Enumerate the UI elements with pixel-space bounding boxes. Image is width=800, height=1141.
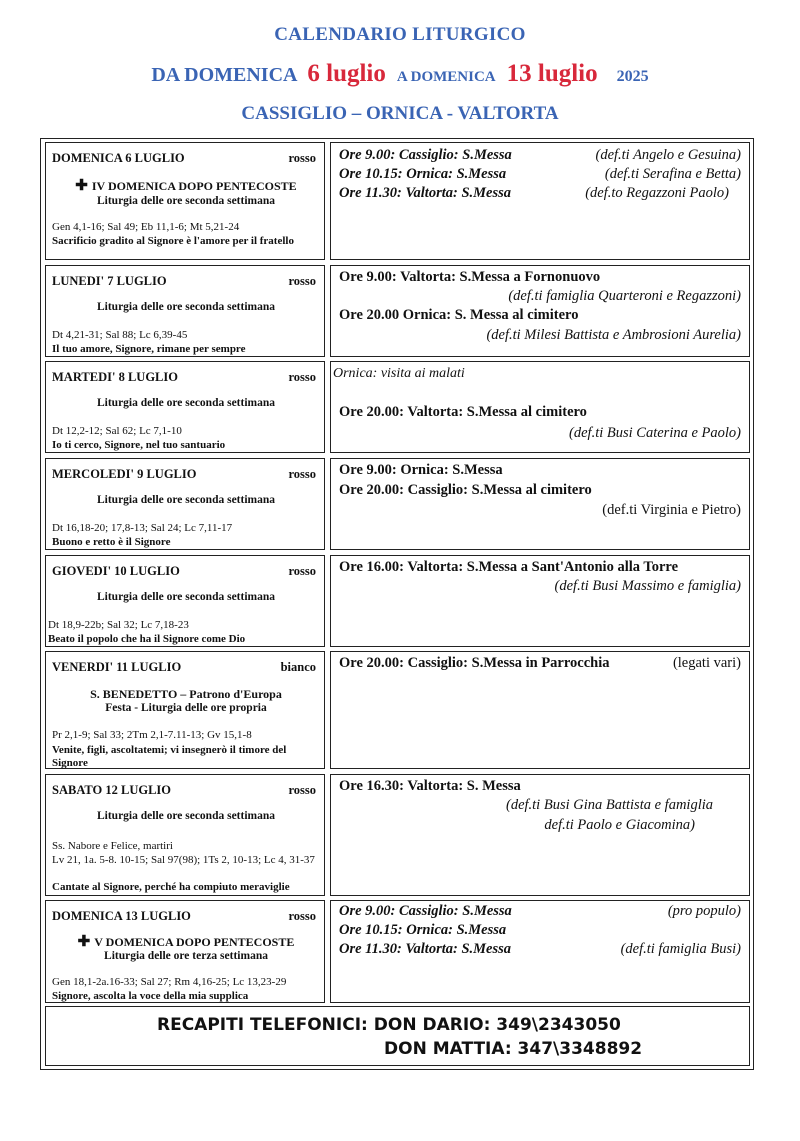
liturgical-color: rosso: [288, 274, 316, 288]
day-liturgy-cell: [45, 458, 325, 550]
cross-icon: ✚: [75, 178, 88, 194]
psalm-response: Beato il popolo che ha il Signore come Dio: [48, 633, 246, 645]
mass-entry: Ore 10.15: Ornica: S.Messa: [339, 922, 507, 938]
psalm-response: Venite, figli, ascoltatemi; vi insegnerò il timore del Signore: [52, 744, 287, 769]
feast-title: ✚ IV DOMENICA DOPO PENTECOSTE: [75, 178, 297, 194]
day-title: DOMENICA 6 LUGLIO: [52, 151, 185, 165]
day-row: [45, 900, 750, 1003]
day-mass-cell: [330, 361, 750, 453]
mass-entry: Ore 16.30: Valtorta: S. Messa: [339, 778, 521, 794]
contact-line-dario: RECAPITI TELEFONICI: DON DARIO: 349\2343050: [157, 1015, 621, 1035]
day-liturgy-cell: [45, 265, 325, 357]
liturgy-week: Liturgia delle ore seconda settimana: [96, 591, 276, 603]
day-title: GIOVEDI' 10 LUGLIO: [52, 564, 180, 578]
psalm-response: Io ti cerco, Signore, nel tuo santuario: [52, 439, 226, 451]
mass-intention: (def.ti Busi Caterina e Paolo): [569, 425, 741, 441]
mass-intention: (def.ti Busi Massimo e famiglia): [554, 578, 741, 594]
mass-entry: Ore 11.30: Valtorta: S.Messa (def.ti famiglia Busi): [339, 941, 741, 957]
mass-intention: (def.ti Virginia e Pietro): [602, 502, 741, 518]
date-range: [0, 60, 800, 88]
psalm-response: Cantate al Signore, perché ha compiuto meraviglie: [52, 881, 290, 893]
phone-contacts: [45, 1006, 750, 1066]
day-row: [45, 361, 750, 453]
day-title: VENERDI' 11 LUGLIO: [52, 660, 182, 674]
readings: Dt 12,2-12; Sal 62; Lc 7,1-10: [52, 425, 182, 437]
day-mass-cell: [330, 555, 750, 647]
mass-entry: Ore 10.15: Ornica: S.Messa (def.ti Serafina e Betta): [339, 166, 741, 182]
mass-intention: def.ti Paolo e Giacomina): [544, 817, 695, 833]
from-label: DA DOMENICA: [151, 64, 297, 86]
day-title: DOMENICA 13 LUGLIO: [52, 909, 191, 923]
psalm-response: Il tuo amore, Signore, rimane per sempre: [52, 343, 246, 355]
liturgical-color: rosso: [288, 909, 316, 923]
readings: Gen 18,1-2a.16-33; Sal 27; Rm 4,16-25; Lc 13,23-29: [52, 976, 287, 988]
day-liturgy-cell: [45, 142, 325, 260]
day-row: [45, 774, 750, 896]
liturgy-week: Festa - Liturgia delle ore propria: [105, 702, 267, 714]
day-row: [45, 555, 750, 647]
calendar-title: CALENDARIO LITURGICO: [274, 24, 526, 45]
mass-entry: Ore 20.00: Cassiglio: S.Messa in Parrocchia (legati vari): [339, 655, 741, 671]
liturgical-color: rosso: [288, 151, 316, 165]
readings: Pr 2,1-9; Sal 33; 2Tm 2,1-7.11-13; Gv 15,1-8: [52, 729, 252, 741]
mass-entry: Ore 16.00: Valtorta: S.Messa a Sant'Antonio alla Torre: [339, 559, 679, 575]
day-row: [45, 458, 750, 550]
mass-entry: Ore 9.00: Valtorta: S.Messa a Fornonuovo: [339, 269, 601, 285]
mass-entry: Ore 11.30: Valtorta: S.Messa (def.to Regazzoni Paolo): [339, 185, 729, 201]
day-title: MERCOLEDI' 9 LUGLIO: [52, 467, 197, 481]
feast-title: S. BENEDETTO – Patrono d'Europa: [90, 687, 282, 701]
liturgy-week: Liturgia delle ore seconda settimana: [96, 810, 276, 822]
feast-title: ✚ V DOMENICA DOPO PENTECOSTE: [77, 934, 295, 950]
liturgical-color: rosso: [288, 370, 316, 384]
mass-entry: Ore 9.00: Ornica: S.Messa: [339, 462, 503, 478]
day-mass-cell: [330, 142, 750, 260]
liturgical-color: rosso: [288, 467, 316, 481]
day-mass-cell: [330, 774, 750, 896]
day-title: SABATO 12 LUGLIO: [52, 783, 172, 797]
day-mass-cell: [330, 651, 750, 769]
liturgy-week: Liturgia delle ore seconda settimana: [96, 301, 276, 313]
readings: Dt 18,9-22b; Sal 32; Lc 7,18-23: [48, 619, 189, 631]
liturgy-week: Liturgia delle ore seconda settimana: [96, 494, 276, 506]
day-row: [45, 142, 750, 260]
day-row: [45, 651, 750, 769]
saint-memorial: Ss. Nabore e Felice, martiri: [52, 840, 173, 852]
readings: Gen 4,1-16; Sal 49; Eb 11,1-6; Mt 5,21-24: [52, 221, 240, 233]
day-mass-cell: [330, 458, 750, 550]
cross-icon: ✚: [77, 934, 91, 950]
psalm-response: Signore, ascolta la voce della mia supplica: [52, 990, 249, 1002]
mass-entry: Ore 20.00: Cassiglio: S.Messa al cimitero: [339, 482, 592, 498]
mass-entry: Ore 20.00 Ornica: S. Messa al cimitero: [339, 307, 579, 323]
liturgical-color: rosso: [288, 564, 316, 578]
readings: Dt 16,18-20; 17,8-13; Sal 24; Lc 7,11-17: [52, 522, 233, 534]
day-mass-cell: [330, 900, 750, 1003]
liturgy-week: Liturgia delle ore seconda settimana: [96, 195, 276, 207]
to-label: A DOMENICA: [396, 69, 496, 85]
mass-entry: Ore 9.00: Cassiglio: S.Messa (def.ti Angelo e Gesuina): [339, 147, 741, 163]
liturgical-color: bianco: [280, 660, 316, 674]
day-liturgy-cell: [45, 555, 325, 647]
readings: Dt 4,21-31; Sal 88; Lc 6,39-45: [52, 329, 188, 341]
contact-line-mattia: DON MATTIA: 347\3348892: [384, 1039, 643, 1059]
to-date: 13 luglio: [506, 60, 598, 87]
day-title: MARTEDI' 8 LUGLIO: [52, 370, 178, 384]
mass-intention: (def.ti famiglia Quarteroni e Regazzoni): [508, 288, 741, 304]
year: 2025: [616, 68, 649, 85]
liturgy-week: Liturgia delle ore terza settimana: [104, 950, 268, 962]
readings: Lv 21, 1a. 5-8. 10-15; Sal 97(98); 1Ts 2, 10-13; Lc 4, 31-37: [52, 854, 315, 866]
parishes-subtitle: CASSIGLIO – ORNICA - VALTORTA: [241, 103, 559, 124]
mass-intention: (def.ti Milesi Battista e Ambrosioni Aurelia): [486, 327, 741, 343]
from-date: 6 luglio: [307, 60, 386, 87]
mass-entry: Ore 9.00: Cassiglio: S.Messa (pro populo): [339, 903, 741, 919]
day-liturgy-cell: [45, 900, 325, 1003]
psalm-response: Sacrificio gradito al Signore è l'amore per il fratello: [52, 235, 294, 247]
day-liturgy-cell: [45, 361, 325, 453]
visit-note: Ornica: visita ai malati: [333, 366, 465, 381]
liturgical-color: rosso: [288, 783, 316, 797]
day-liturgy-cell: [45, 774, 325, 896]
liturgy-week: Liturgia delle ore seconda settimana: [96, 397, 276, 409]
psalm-response: Buono e retto è il Signore: [52, 536, 171, 548]
day-liturgy-cell: [45, 651, 325, 769]
day-title: LUNEDI' 7 LUGLIO: [52, 274, 167, 288]
mass-entry: Ore 20.00: Valtorta: S.Messa al cimitero: [339, 404, 587, 420]
day-row: [45, 265, 750, 357]
mass-intention: (def.ti Busi Gina Battista e famiglia: [505, 797, 713, 813]
day-mass-cell: [330, 265, 750, 357]
